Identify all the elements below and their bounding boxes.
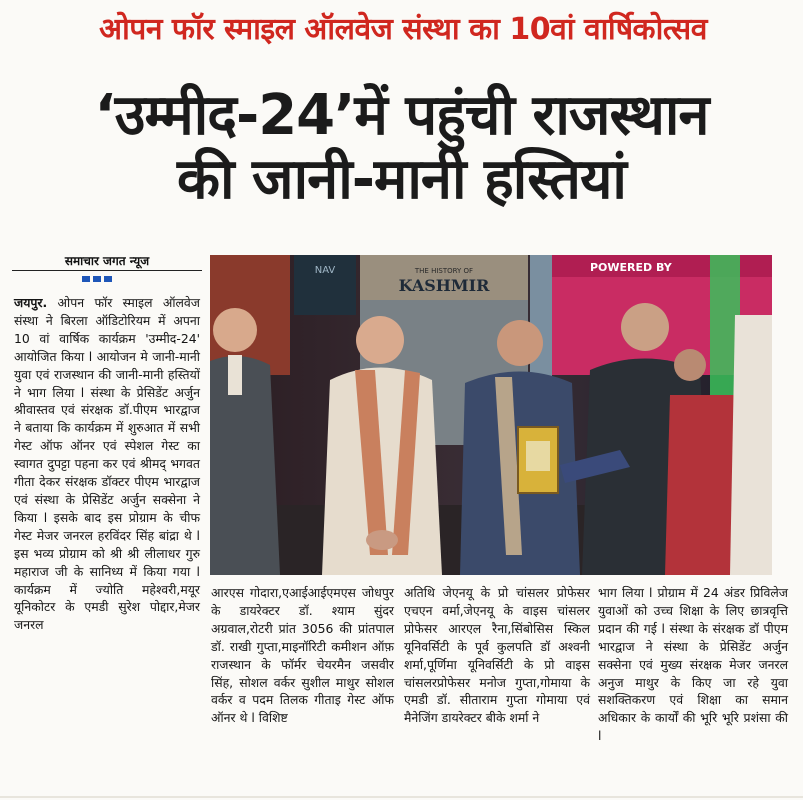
article-column-1 (14, 294, 200, 634)
headline-line-2: की जानी-मानी हस्तियां (177, 147, 626, 212)
banner-left-text: NAV (314, 265, 336, 276)
poster-title: KASHMIR (398, 276, 490, 295)
article-column-3: अतिथि जेएनयू के प्रो चांसलर प्रोफेसर एचएन वर्मा,जेएनयू के वाइस चांसलर प्रोफेसर आरएल रैना,सिंबोसिस स्किल यूनिवर्सिटी के पूर्व कुलपति डॉ अश्वनी शर्मा,पूर्णिमा यूनिवर्सिटी के प्रो वाइस चांसलरप्रोफेसर मनोज गुप्ता,गोमाया के एमडी डॉ. सीताराम गुप्ता गोमाया एवं मैनेजिंग डायरेक्टर बीके शर्मा ने (404, 585, 590, 726)
headline-line-1: ‘उम्मीद-24’में पहुंची राजस्थान (94, 83, 709, 148)
main-headline (0, 84, 803, 212)
article-text-1: ओपन फॉर स्माइल ऑलवेज संस्था ने बिरला ऑडिटोरियम में अपना 10 वां वार्षिक कार्यक्रम 'उम्मीद-24' आयोजित किया l आयोजन मे जानी-मानी युवा एवं राजस्थान की जानी-मानी हस्तियों ने भाग लिया l संस्था के प्रेसिडेंट अर्जुन श्रीवास्तव एवं संरक्षक डॉ.पीएम भारद्वाज ने बताया कि कार्यक्रम में शुरुआत में सभी गेस्ट ऑफ ऑनर एवं स्पेशल गेस्ट का स्वागत दुपट्टा पहना कर एवं श्रीमद् भगवत गीता देकर संरक्षक डॉक्टर पीएम भारद्वाज एवं संस्था के प्रेसिडेंट अर्जुन सक्सेना ने किया l इसके बाद इस प्रोग्राम के चीफ गेस्ट मेजर जनरल हरविंदर सिंह बांद्रा थे l इस भव्य प्रोग्राम को श्री श्री लीलाधर गुरु महाराज जी के सानिध्य में किया गया l कार्यक्रम में ज्योति महेश्वरी,मयूर यूनिकोटर के एमडी सुरेश पोद्दार,मेजर जनरल (14, 295, 200, 633)
article-column-2: आरएस गोदारा,एआईआईएमएस जोधपुर के डायरेक्टर डॉ. श्याम सुंदर अग्रवाल,रोटरी प्रांत 3056 की प्रांतपाल डॉ. राखी गुप्ता,माइनॉरिटी कमीशन ऑफ़ राजस्थान के फॉर्मर चेयरमैन जसवीर सिंह, सोशल वर्कर सुशील माथुर सोशल वर्कर व पदम तिलक गीताइ गेस्ट ऑफ ऑनर थे l विशिष्ट (211, 585, 394, 726)
byline: समाचार जगत न्यूज (64, 254, 150, 268)
event-photo (210, 255, 772, 575)
article-column-4: भाग लिया l प्रोग्राम में 24 अंडर प्रिविलेज युवाओं को उच्च शिक्षा के लिए छात्रवृत्ति प्रदान की गई l संस्था के संरक्षक डॉ पीएम भारद्वाज ने संस्था के प्रेसिडेंट अर्जुन सक्सेना एवं मुख्य संरक्षक मेजर जनरल अनुज माथुर के किए जा रहे युवा सशक्तिकरण एवं शिक्षा का समान अधिकार के कार्यों की भूरि भूरि प्रशंसा की l (598, 585, 788, 744)
photo-illustration (210, 255, 772, 575)
byline-rule (12, 270, 202, 271)
poster-subtitle: THE HISTORY OF (414, 267, 474, 275)
kicker-headline: ओपन फॉर स्माइल ऑलवेज संस्था का 10वां वार्षिकोत्सव (99, 12, 707, 47)
powered-by-text: POWERED BY (590, 261, 672, 274)
byline-squares-icon (82, 276, 112, 282)
bottom-rule (0, 796, 803, 798)
dateline: जयपुर. (14, 295, 48, 310)
